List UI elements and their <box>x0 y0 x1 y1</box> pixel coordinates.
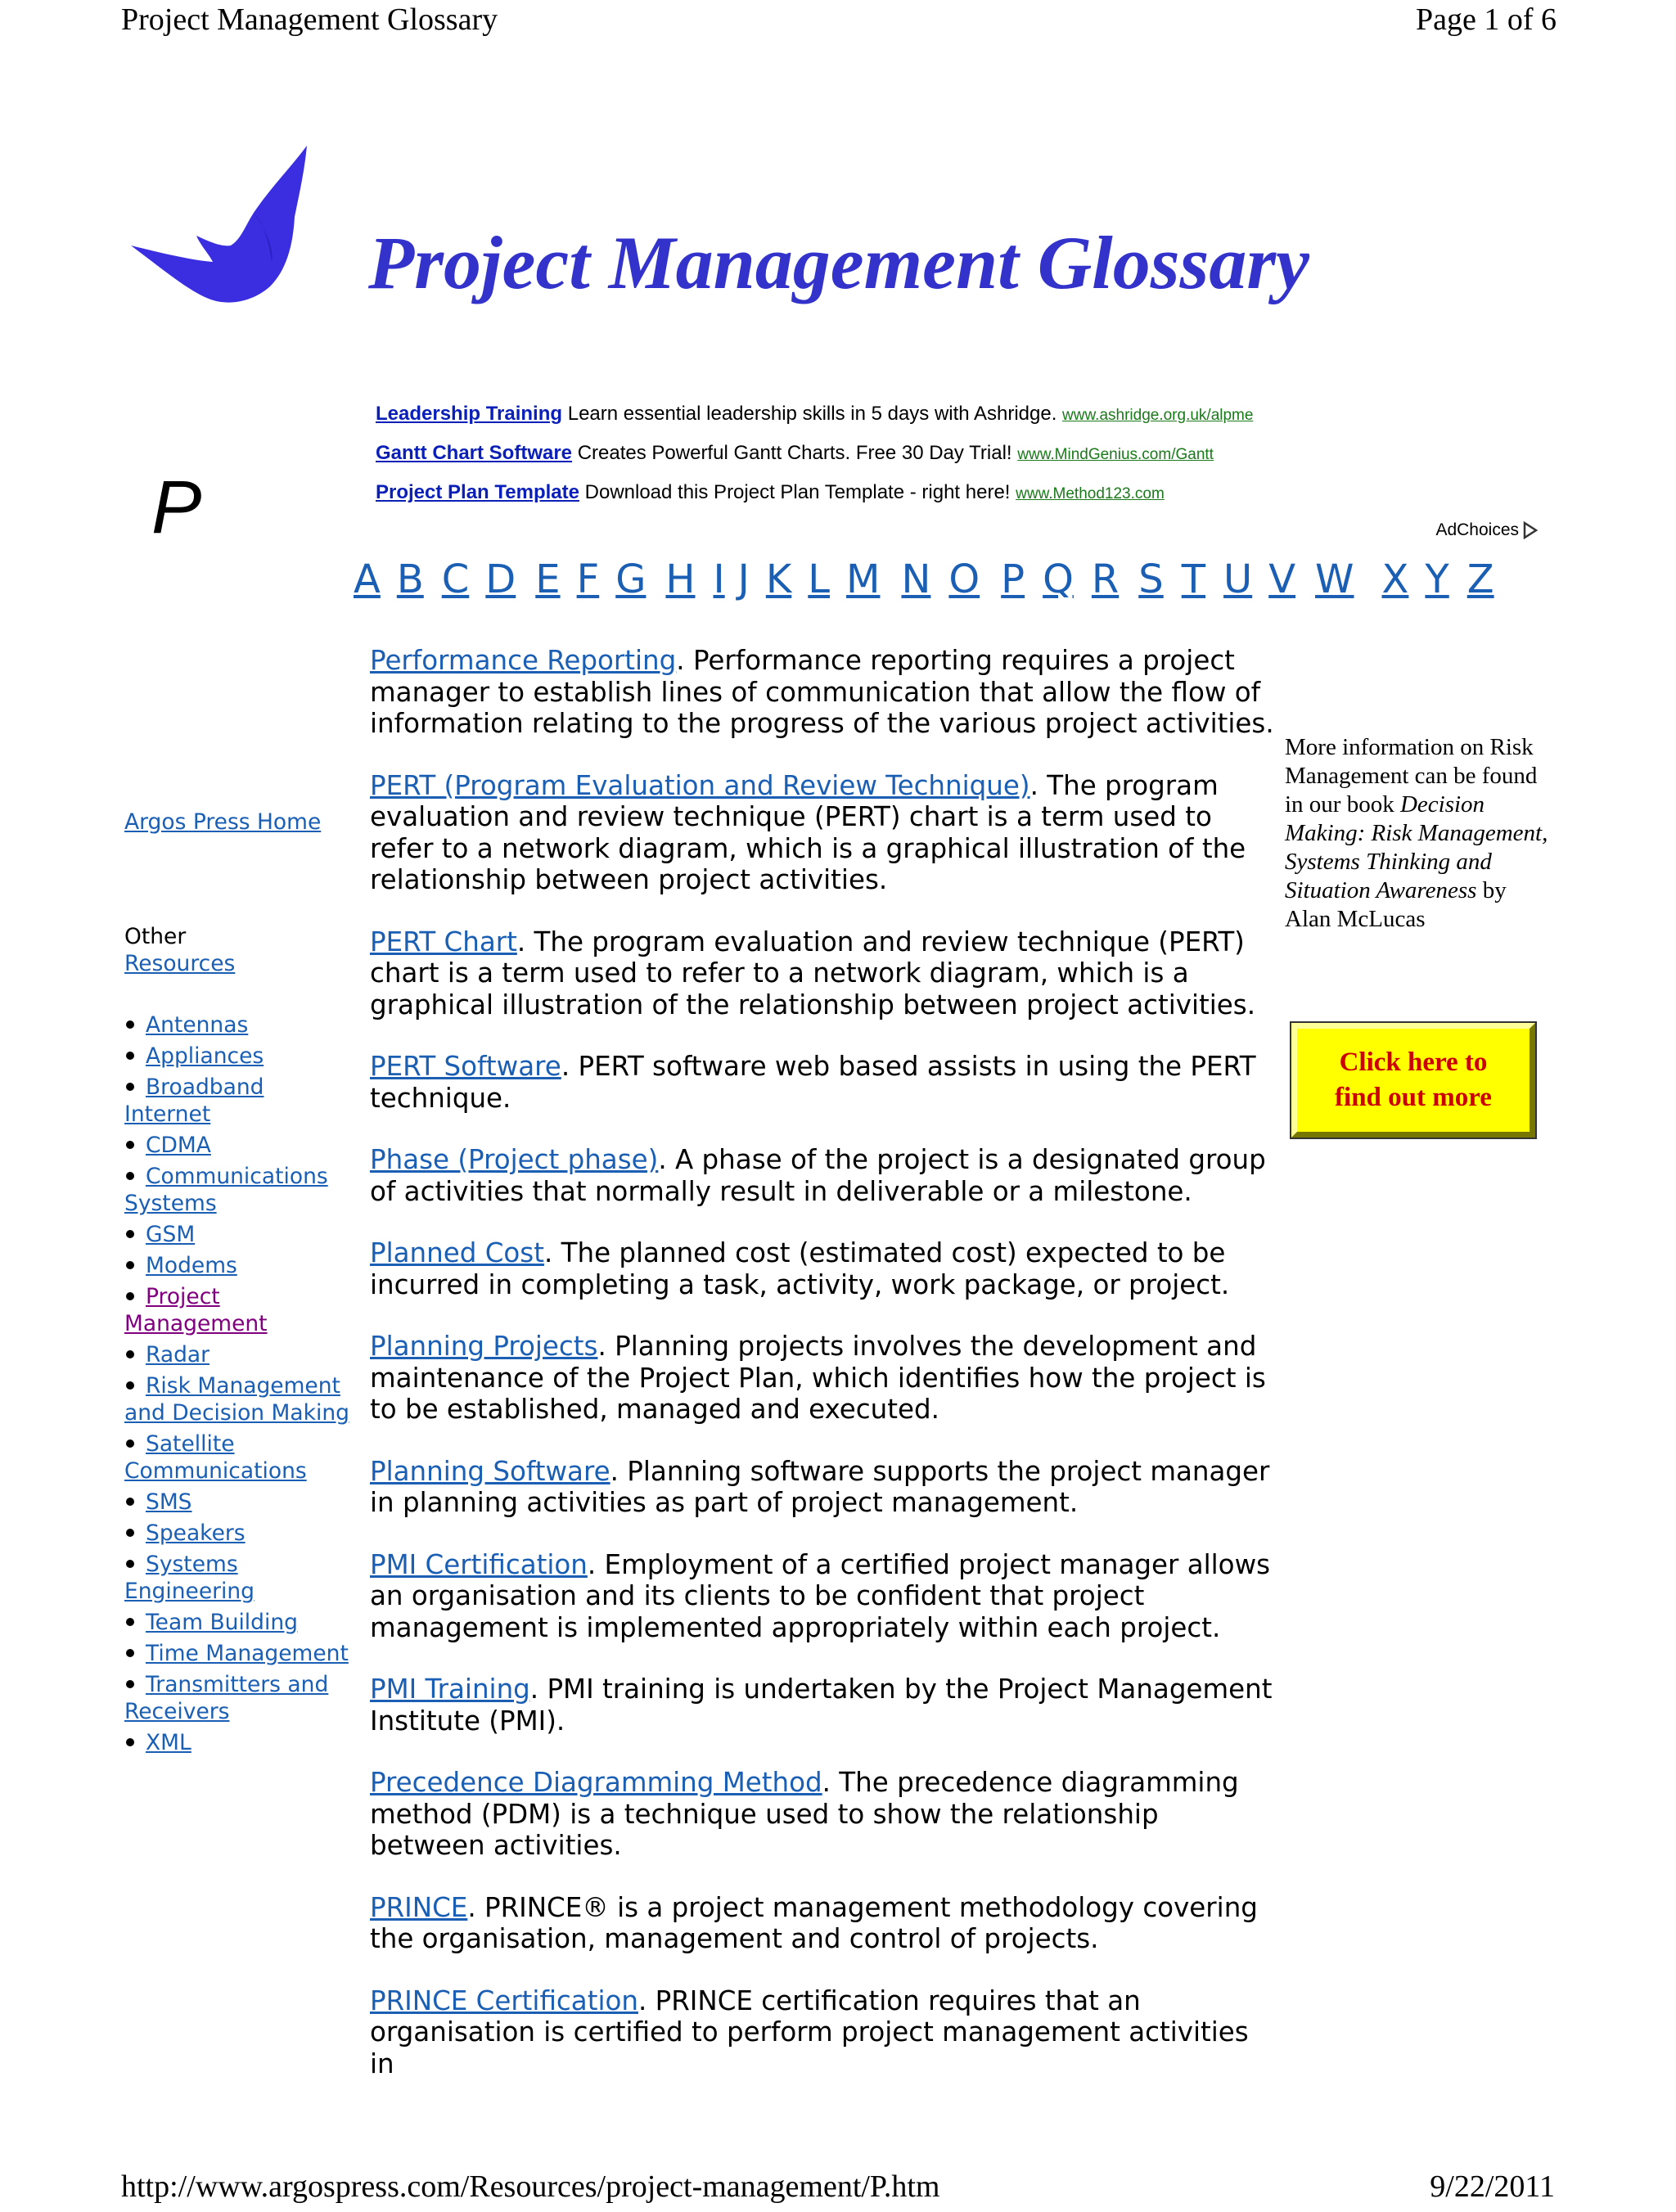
bullet-icon <box>126 1560 134 1568</box>
glossary-entry <box>370 1985 1274 2080</box>
resource-item <box>124 1132 349 1159</box>
bullet-icon <box>126 1439 134 1448</box>
resource-item <box>124 1011 349 1038</box>
resource-item <box>124 1221 349 1248</box>
bullet-icon <box>126 1020 134 1029</box>
alphabet-link-b[interactable]: B <box>396 556 424 602</box>
glossary-term-link[interactable]: Performance Reporting <box>370 645 677 676</box>
alphabet-link-n[interactable]: N <box>901 556 931 602</box>
resource-list <box>124 1011 349 1756</box>
ad-title-link[interactable]: Leadership Training <box>376 403 563 425</box>
glossary-definition: . A phase of the project is a designated group of activities that normally result in deliverable or a milestone. <box>370 1144 1266 1207</box>
alphabet-link-z[interactable]: Z <box>1466 556 1494 602</box>
resource-link[interactable]: Satellite Communications <box>124 1431 307 1484</box>
bullet-icon <box>126 1052 134 1060</box>
glossary-term-link[interactable]: PRINCE <box>370 1891 468 1923</box>
glossary-entry <box>370 770 1274 896</box>
glossary-term-link[interactable]: PRINCE Certification <box>370 1984 638 2016</box>
ad-text: Learn essential leadership skills in 5 days with Ashridge. <box>562 403 1063 425</box>
ad-title-link[interactable]: Project Plan Template <box>376 481 579 503</box>
resource-item <box>124 1074 349 1128</box>
resource-item <box>124 1729 349 1756</box>
resource-link[interactable]: Modems <box>146 1253 237 1278</box>
alphabet-link-d[interactable]: D <box>485 556 516 602</box>
bullet-icon <box>126 1618 134 1626</box>
glossary-definition: . The planned cost (estimated cost) expected to be incurred in completing a task, activity, work package, or project. <box>370 1237 1230 1300</box>
resource-link[interactable]: XML <box>146 1730 191 1755</box>
resource-link[interactable]: Team Building <box>146 1610 298 1635</box>
glossary-term-link[interactable]: Planning Projects <box>370 1331 598 1362</box>
bullet-icon <box>126 1261 134 1269</box>
glossary-entries <box>370 645 1274 2110</box>
alphabet-link-h[interactable]: H <box>665 556 696 602</box>
resource-link[interactable]: CDMA <box>146 1133 211 1158</box>
alphabet-link-e[interactable]: E <box>535 556 561 602</box>
glossary-definition: . Planning software supports the project manager in planning activities as part of project management. <box>370 1455 1270 1518</box>
swallow-logo <box>131 139 319 319</box>
bullet-icon <box>126 1350 134 1358</box>
bullet-icon <box>126 1498 134 1506</box>
alphabet-link-v[interactable]: V <box>1268 556 1296 602</box>
glossary-entry <box>370 1892 1274 1955</box>
resource-item <box>124 1489 349 1516</box>
book-info <box>1285 733 1555 934</box>
resource-item <box>124 1551 349 1605</box>
resource-link[interactable]: Radar <box>146 1342 210 1367</box>
ad-url-link[interactable]: www.ashridge.org.uk/alpme <box>1062 407 1254 424</box>
adchoices-icon <box>1522 521 1539 539</box>
alphabet-link-s[interactable]: S <box>1138 556 1164 602</box>
resource-link[interactable]: Antennas <box>146 1012 249 1038</box>
print-header-page: Page 1 of 6 <box>1415 2 1557 37</box>
resource-item <box>124 1163 349 1217</box>
adchoices-link[interactable] <box>1435 520 1539 540</box>
glossary-term-link[interactable]: Planning Software <box>370 1455 610 1487</box>
glossary-definition: . Performance reporting requires a project manager to establish lines of communication that allow the flow of information relating to the progress of the various project activities. <box>370 645 1274 739</box>
glossary-definition: . The program evaluation and review technique (PERT) chart is a term used to refer to a network diagram, which is a graphical illustration of the relationship between project activities. <box>370 769 1246 895</box>
glossary-definition: . Employment of a certified project manager allows an organisation and its clients to be confident that project management is implemented appropriately within each project. <box>370 1548 1271 1643</box>
glossary-term-link[interactable]: Planned Cost <box>370 1237 544 1268</box>
alphabet-link-x[interactable]: X <box>1381 556 1409 602</box>
ad-text: Creates Powerful Gantt Charts. Free 30 Day Trial! <box>572 442 1018 464</box>
glossary-entry <box>370 1331 1274 1426</box>
bullet-icon <box>126 1083 134 1091</box>
alphabet-link-p[interactable]: P <box>1001 556 1025 602</box>
alphabet-link-c[interactable]: C <box>441 556 470 602</box>
print-header-title: Project Management Glossary <box>121 2 498 37</box>
alphabet-link-q[interactable]: Q <box>1043 556 1074 602</box>
ad-url-link[interactable]: www.MindGenius.com/Gantt <box>1017 446 1214 463</box>
glossary-definition: . PRINCE certification requires that an organisation is certified to perform project management activities in <box>370 1984 1249 2079</box>
glossary-entry <box>370 1549 1274 1644</box>
ad-row <box>376 403 1538 442</box>
glossary-entry <box>370 1051 1274 1114</box>
ad-title-link[interactable]: Gantt Chart Software <box>376 442 573 464</box>
alphabet-link-r[interactable]: R <box>1091 556 1120 602</box>
glossary-term-link[interactable]: PERT Chart <box>370 926 517 957</box>
sidebar-home <box>124 809 349 836</box>
print-footer-url: http://www.argospress.com/Resources/project-management/P.htm <box>121 2169 940 2204</box>
sidebar-resources <box>124 923 349 1760</box>
ad-row <box>376 442 1538 481</box>
bullet-icon <box>126 1649 134 1657</box>
cta-line-1: Click here to <box>1339 1047 1488 1077</box>
resource-link[interactable]: Speakers <box>146 1520 246 1546</box>
adchoices-label: AdChoices <box>1435 520 1519 539</box>
alphabet-link-g[interactable]: G <box>615 556 647 602</box>
glossary-entry <box>370 1674 1274 1737</box>
resource-link[interactable]: Risk Management and Decision Making <box>124 1373 349 1426</box>
alphabet-link-w[interactable]: W <box>1315 556 1354 602</box>
resource-link[interactable]: Time Management <box>146 1641 349 1666</box>
glossary-term-link[interactable]: PMI Training <box>370 1674 530 1705</box>
glossary-definition: . PERT software web based assists in using the PERT technique. <box>370 1051 1256 1114</box>
resources-link[interactable]: Resources <box>124 951 236 976</box>
bullet-icon <box>126 1529 134 1537</box>
glossary-definition: . PMI training is undertaken by the Project Management Institute (PMI). <box>370 1674 1273 1737</box>
alphabet-link-o[interactable]: O <box>948 556 980 602</box>
glossary-definition: . The program evaluation and review technique (PERT) chart is a term used to refer to a network diagram, which is a graphical illustration of the relationship between project activities. <box>370 926 1256 1020</box>
resource-link[interactable]: Systems Engineering <box>124 1552 255 1604</box>
glossary-term-link[interactable]: Precedence Diagramming Method <box>370 1767 822 1798</box>
current-letter: P <box>151 466 202 549</box>
alphabet-link-m[interactable]: M <box>846 556 881 602</box>
resource-item <box>124 1372 349 1426</box>
alphabet-link-f[interactable]: F <box>576 556 600 602</box>
resource-item <box>124 1252 349 1279</box>
bullet-icon <box>126 1172 134 1180</box>
alphabet-link-a[interactable]: A <box>354 556 381 602</box>
alphabet-link-l[interactable]: L <box>808 556 831 602</box>
page-title: Project Management Glossary <box>368 221 1309 304</box>
alphabet-link-i[interactable]: I <box>713 556 725 602</box>
bullet-icon <box>126 1141 134 1149</box>
resource-item <box>124 1341 349 1368</box>
resource-link[interactable]: Appliances <box>146 1043 264 1069</box>
resource-item <box>124 1043 349 1070</box>
glossary-term-link[interactable]: PMI Certification <box>370 1548 588 1580</box>
other-label: Other <box>124 924 187 949</box>
alphabet-link-j[interactable]: J <box>737 556 750 602</box>
glossary-entry <box>370 926 1274 1021</box>
alphabet-link-y[interactable]: Y <box>1425 556 1449 602</box>
resource-link[interactable]: Communications Systems <box>124 1164 328 1216</box>
glossary-definition: . PRINCE® is a project management methodology covering the organisation, management and control of projects. <box>370 1891 1258 1954</box>
glossary-term-link[interactable]: PERT (Program Evaluation and Review Technique) <box>370 769 1030 801</box>
glossary-entry <box>370 1456 1274 1519</box>
ad-block <box>376 403 1538 520</box>
resource-link[interactable]: GSM <box>146 1222 196 1247</box>
resource-link[interactable]: Project Management <box>124 1284 268 1336</box>
ad-row <box>376 481 1538 520</box>
resource-item <box>124 1430 349 1484</box>
ad-url-link[interactable]: www.Method123.com <box>1016 485 1165 502</box>
glossary-term-link[interactable]: Phase (Project phase) <box>370 1144 659 1175</box>
find-out-more-button[interactable] <box>1291 1023 1535 1138</box>
glossary-entry <box>370 1767 1274 1862</box>
bullet-icon <box>126 1292 134 1300</box>
resource-link[interactable]: Transmitters and Receivers <box>124 1672 329 1724</box>
bullet-icon <box>126 1381 134 1390</box>
cta-line-2: find out more <box>1335 1083 1492 1112</box>
bullet-icon <box>126 1230 134 1238</box>
resource-item <box>124 1640 349 1667</box>
resource-link[interactable]: SMS <box>146 1489 192 1515</box>
resource-link[interactable]: Broadband Internet <box>124 1074 264 1127</box>
argos-press-home-link[interactable]: Argos Press Home <box>124 809 322 835</box>
resource-item <box>124 1609 349 1636</box>
alphabet-nav <box>354 556 1494 602</box>
glossary-term-link[interactable]: PERT Software <box>370 1051 561 1082</box>
print-footer-date: 9/22/2011 <box>1430 2169 1555 2204</box>
alphabet-link-t[interactable]: T <box>1181 556 1206 602</box>
book-title: Decision Making: Risk Management, Systems Thinking and Situation Awareness <box>1285 791 1548 903</box>
resource-item <box>124 1671 349 1725</box>
glossary-definition: . Planning projects involves the development and maintenance of the Project Plan, which identifies how the project is to be established, managed and executed. <box>370 1331 1266 1425</box>
resource-item <box>124 1520 349 1547</box>
bullet-icon <box>126 1680 134 1688</box>
alphabet-link-u[interactable]: U <box>1223 556 1253 602</box>
glossary-entry <box>370 645 1274 740</box>
alphabet-link-k[interactable]: K <box>765 556 792 602</box>
glossary-entry <box>370 1237 1274 1300</box>
glossary-definition: . The precedence diagramming method (PDM) is a technique used to show the relationship between activities. <box>370 1767 1239 1861</box>
book-info-suffix: by Alan McLucas <box>1285 877 1507 932</box>
ad-text: Download this Project Plan Template - right here! <box>579 481 1016 503</box>
print-header <box>0 0 1676 49</box>
glossary-entry <box>370 1144 1274 1207</box>
bullet-icon <box>126 1738 134 1746</box>
book-info-prefix: More information on Risk Management can be found in our book <box>1285 734 1538 818</box>
print-footer <box>0 2169 1676 2212</box>
resource-item <box>124 1283 349 1337</box>
